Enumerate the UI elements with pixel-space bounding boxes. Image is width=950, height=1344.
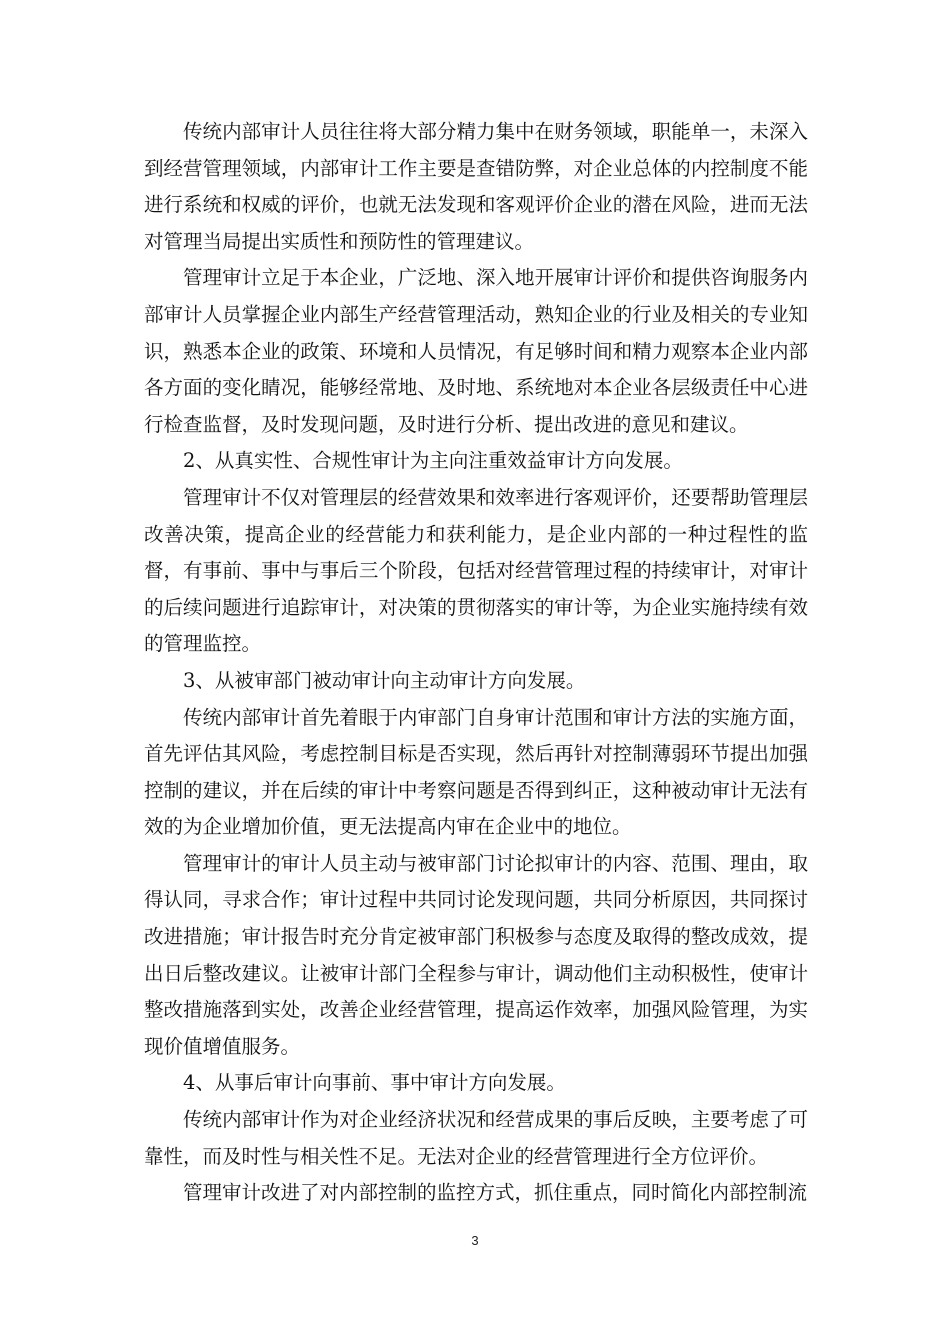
paragraph-efficiency-audit: 管理审计不仅对管理层的经营效果和效率进行客观评价，还要帮助管理层改善决策，提高企业的经营能力和获利能力，是企业内部的一种过程性的监督，有事前、事中与事后三个阶段，包括对经营管理过程的持续审计，对审计的后续问题进行追踪审计，对决策的贯彻落实的审计等，为企业实施持续有效的管理监控。	[144, 485, 808, 656]
heading-point-3: 3、从被审部门被动审计向主动审计方向发展。	[183, 668, 586, 692]
paragraph-after-the-fact-audit: 传统内部审计作为对企业经济状况和经营成果的事后反映，主要考虑了可靠性，而及时性与相关性不足。无法对企业的经营管理进行全方位评价。	[144, 1108, 808, 1168]
paragraph-active-audit: 管理审计的审计人员主动与被审部门讨论拟审计的内容、范围、理由，取得认同，寻求合作；审计过程中共同讨论发现问题，共同分析原因，共同探讨改进措施；审计报告时充分肯定被审部门积极参与态度及取得的整改成效，提出日后整改建议。让被审计部门全程参与审计，调动他们主动积极性，使审计整改措施落到实处，改善企业经营管理，提高运作效率，加强风险管理，为实现价值增值服务。	[144, 851, 808, 1058]
paragraph-traditional-audit-limits: 传统内部审计人员往往将大部分精力集中在财务领域，职能单一，未深入到经营管理领域，内部审计工作主要是查错防弊，对企业总体的内控制度不能进行系统和权威的评价，也就无法发现和客观评价企业的潜在风险，进而无法对管理当局提出实质性和预防性的管理建议。	[144, 120, 808, 253]
heading-point-4: 4、从事后审计向事前、事中审计方向发展。	[183, 1071, 566, 1095]
heading-point-2: 2、从真实性、合规性审计为主向注重效益审计方向发展。	[183, 449, 683, 473]
document-body	[144, 114, 808, 1212]
paragraph-management-audit-basis: 管理审计立足于本企业，广泛地、深入地开展审计评价和提供咨询服务内部审计人员掌握企业内部生产经营管理活动，熟知企业的行业及相关的专业知识，熟悉本企业的政策、环境和人员情况，有足够时间和精力观察本企业内部各方面的变化睛况，能够经常地、及时地、系统地对本企业各层级责任中心进行检查监督，及时发现问题，及时进行分析、提出改进的意见和建议。	[144, 266, 808, 436]
paragraph-monitoring-improvement: 管理审计改进了对内部控制的监控方式，抓住重点，同时简化内部控制流	[183, 1181, 808, 1205]
paragraph-passive-audit: 传统内部审计首先着眼于内审部门自身审计范围和审计方法的实施方面，首先评估其风险，考虑控制目标是否实现，然后再针对控制薄弱环节提出加强控制的建议，并在后续的审计中考察问题是否得到纠正，这种被动审计无法有效的为企业增加价值，更无法提高内审在企业中的地位。	[144, 705, 808, 839]
page-number: 3	[471, 1233, 479, 1248]
